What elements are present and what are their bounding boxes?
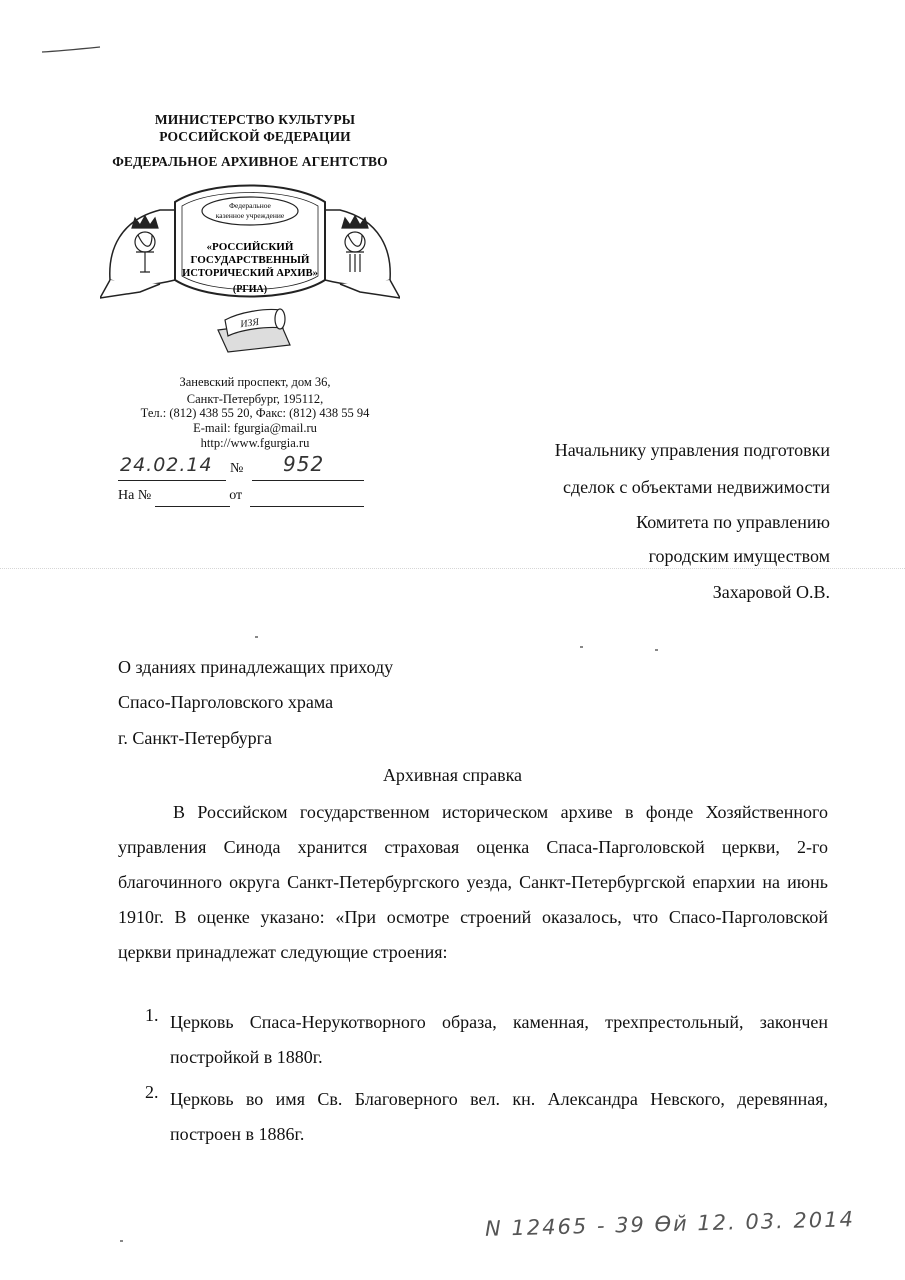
subject-line-3: г. Санкт-Петербурга [118,728,273,748]
incoming-registration-stamp: N 12465 - 39 Өй 12. 03. 2014 [484,1207,856,1241]
list-item-number: 2. [145,1082,159,1102]
scan-speck [580,646,583,648]
subject-line-1: О зданиях принадлежащих приходу [118,657,394,677]
reference-date-underline [250,506,364,507]
list-item-text: Церковь Спаса-Нерукотворного образа, каменная, трехпрестольный, закончен постройкой в 1880г. [170,1012,828,1067]
subject-line-2: Спасо-Парголовского храма [118,692,334,712]
addressee-line-4: городским имуществом [648,546,830,566]
registration-number: 952 [283,452,325,476]
agency-name: ФЕДЕРАЛЬНОЕ АРХИВНОЕ АГЕНТСТВО [112,154,388,169]
from-label: от [229,488,243,503]
addressee-line-3: Комитета по управлению [636,512,830,532]
fold-line [0,568,905,569]
scan-speck [120,1240,123,1242]
number-underline [252,480,364,481]
addressee-line-1: Начальнику управления подготовки [554,440,830,460]
address-city: Санкт-Петербург, 195112, [186,392,324,406]
registration-number-label: № [230,461,244,476]
scroll-books-icon [218,309,290,352]
reference-number-underline [155,506,230,507]
list-item-text: Церковь во имя Св. Благоверного вел. кн. Александра Невского, деревянная, построен в 1886г. [170,1089,828,1144]
scan-speck [255,636,258,638]
address-email: E-mail: fgurgia@mail.ru [193,421,317,435]
addressee-name: Захаровой О.В. [712,582,830,602]
date-underline [118,480,226,481]
emblem-name-line1: «РОССИЙСКИЙ [206,241,294,253]
registration-date: 24.02.14 [120,454,213,476]
body-paragraph: В Российском государственном историческом архиве в фонде Хозяйственного управления Синода хранится страховая оценка Спаса-Парголовской церкви, 2-го благочинного округа Санкт-Петербургского уезда, Санкт-Петербургской епархии на июнь 1910г. В оценке указано: «При осмотре строений оказалось, что Спасо-Парголовской церкви принадлежат следующие строения: [118,802,828,962]
reference-line [118,488,242,504]
pen-mark [40,45,102,55]
emblem-name-line2: ГОСУДАРСТВЕННЫЙ [190,254,310,266]
addressee-line-2: сделок с объектами недвижимости [562,477,830,497]
ministry-line-1: МИНИСТЕРСТВО КУЛЬТУРЫ [154,112,356,127]
scroll-text: ИЗЯ [239,316,260,331]
address-web: http://www.fgurgia.ru [200,436,310,450]
list-item-number: 1. [145,1005,159,1025]
emblem-top-line1: Федеральное [229,201,271,210]
archive-emblem [100,180,400,365]
emblem-top-line2: казенное учреждение [215,211,285,220]
ministry-line-2: РОССИЙСКОЙ ФЕДЕРАЦИИ [159,129,351,144]
scan-speck [655,649,658,651]
emblem-abbr: (РГИА) [232,284,268,295]
reference-label: На № [118,488,152,503]
address-phone: Тел.: (812) 438 55 20, Факс: (812) 438 55 94 [140,406,370,420]
document-title: Архивная справка [382,765,523,785]
emblem-name-line3: ИСТОРИЧЕСКИЙ АРХИВ» [182,268,318,279]
address-street: Заневский проспект, дом 36, [179,375,331,389]
